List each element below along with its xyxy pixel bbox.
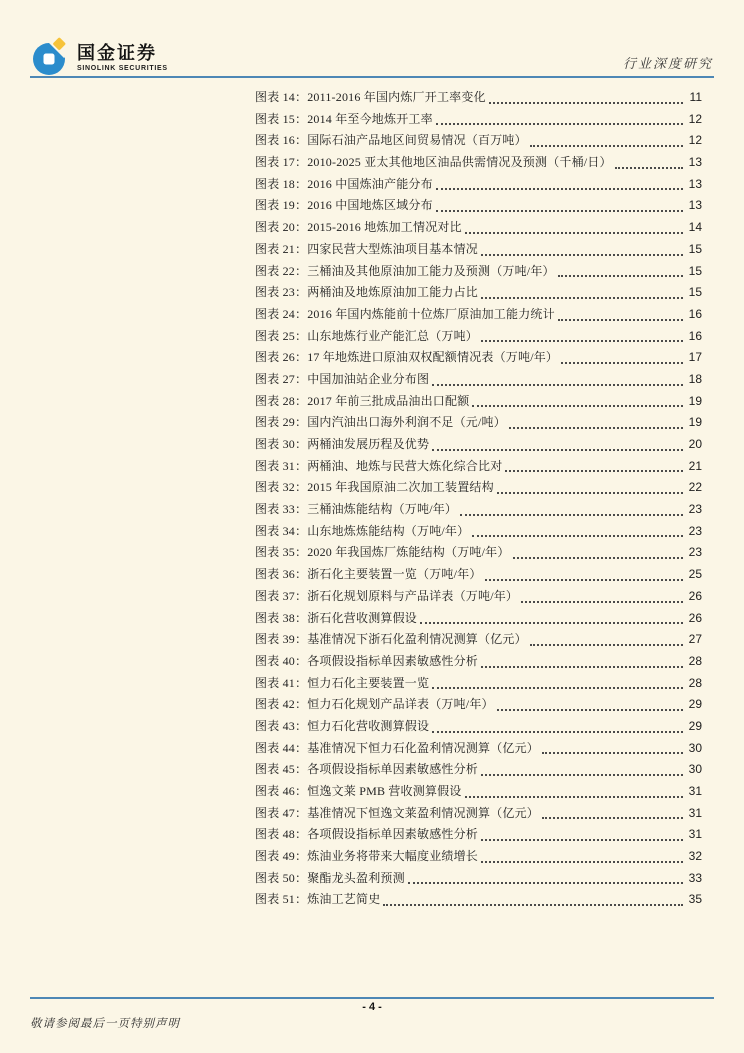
toc-leader-dots — [433, 109, 686, 131]
toc-entry-page: 12 — [688, 133, 702, 148]
toc-entry-page: 27 — [688, 632, 702, 647]
toc-entry-page: 13 — [688, 176, 702, 191]
toc-entry-label: 图表 24：2016 年国内炼能前十位炼厂原油加工能力统计 — [255, 306, 555, 321]
toc-entry-page: 25 — [688, 567, 702, 582]
toc-leader-dots — [462, 781, 686, 803]
toc-entry-page: 20 — [688, 437, 702, 451]
toc-leader-dots — [502, 456, 686, 478]
toc-entry-label: 图表 22：三桶油及其他原油加工能力及预测（万吨/年） — [255, 263, 555, 278]
toc-entry-label: 图表 51：炼油工艺简史 — [255, 892, 381, 907]
toc-leader-dots — [478, 239, 686, 261]
toc-leader-dots — [555, 304, 686, 326]
toc-entry-page: 23 — [688, 545, 702, 560]
toc-entry-page: 33 — [688, 870, 702, 885]
toc-entry-page: 12 — [688, 111, 702, 126]
toc-entry-page: 14 — [688, 220, 702, 235]
toc-entry-label: 图表 50：聚酯龙头盈利预测 — [255, 870, 405, 885]
toc-entry[interactable] — [255, 521, 702, 543]
toc-entry-page: 30 — [688, 762, 702, 777]
toc-entry[interactable] — [255, 846, 702, 868]
toc-entry[interactable] — [255, 694, 702, 716]
toc-entry[interactable] — [255, 130, 702, 152]
toc-entry[interactable] — [255, 586, 702, 608]
toc-entry[interactable] — [255, 304, 702, 326]
toc-entry-label: 图表 44：基准情况下恒力石化盈利情况测算（亿元） — [255, 740, 540, 755]
page-number: - 4 - — [362, 1001, 382, 1013]
brand-text — [77, 43, 168, 72]
toc-leader-dots — [527, 130, 686, 152]
toc-entry-label: 图表 34：山东地炼炼能结构（万吨/年） — [255, 523, 470, 538]
toc-leader-dots — [429, 434, 686, 456]
toc-entry[interactable] — [255, 434, 702, 456]
toc-entry[interactable] — [255, 868, 702, 890]
toc-entry-label: 图表 31：两桶油、地炼与民营大炼化综合比对 — [255, 458, 503, 473]
toc-entry[interactable] — [255, 217, 702, 239]
toc-entry[interactable] — [255, 152, 702, 174]
header-divider — [30, 76, 714, 78]
toc-entry[interactable] — [255, 803, 702, 825]
figure-toc-list — [255, 87, 702, 911]
toc-leader-dots — [462, 217, 686, 239]
toc-entry[interactable] — [255, 608, 702, 630]
toc-entry[interactable] — [255, 326, 702, 348]
toc-entry-page: 18 — [688, 371, 702, 386]
toc-entry[interactable] — [255, 239, 702, 261]
toc-entry-page: 32 — [688, 849, 702, 864]
toc-entry[interactable] — [255, 87, 702, 109]
toc-entry-page: 15 — [688, 241, 702, 256]
toc-entry[interactable] — [255, 499, 702, 521]
toc-leader-dots — [469, 521, 686, 543]
toc-leader-dots — [433, 174, 686, 196]
toc-leader-dots — [558, 347, 686, 369]
toc-leader-dots — [478, 326, 686, 348]
toc-entry-page: 15 — [688, 285, 702, 300]
toc-entry-page: 26 — [688, 610, 702, 625]
toc-entry-label: 图表 48：各项假设指标单因素敏感性分析 — [255, 827, 479, 842]
toc-leader-dots — [469, 391, 686, 413]
toc-leader-dots — [457, 499, 686, 521]
toc-entry-label: 图表 28：2017 年前三批成品油出口配额 — [255, 393, 470, 408]
toc-leader-dots — [429, 716, 686, 738]
toc-entry-page: 13 — [688, 198, 702, 213]
toc-leader-dots — [478, 759, 686, 781]
toc-entry-page: 22 — [688, 480, 702, 495]
toc-entry-label: 图表 27：中国加油站企业分布图 — [255, 371, 430, 386]
toc-entry[interactable] — [255, 651, 702, 673]
toc-entry[interactable] — [255, 369, 702, 391]
toc-entry-page: 31 — [688, 805, 702, 820]
toc-entry-label: 图表 39：基准情况下浙石化盈利情况测算（亿元） — [255, 632, 527, 647]
toc-leader-dots — [478, 651, 686, 673]
toc-entry-label: 图表 15：2014 年至今地炼开工率 — [255, 111, 433, 126]
toc-entry-label: 图表 17：2010-2025 亚太其他地区油品供需情况及预测（千桶/日） — [255, 155, 612, 170]
brand-logo — [30, 37, 168, 77]
toc-leader-dots — [429, 673, 686, 695]
brand-name-cn: 国金证券 — [77, 42, 157, 63]
toc-entry-page: 30 — [688, 740, 702, 755]
toc-leader-dots — [506, 412, 686, 434]
toc-entry-label: 图表 14：2011-2016 年国内炼厂开工率变化 — [255, 90, 486, 104]
toc-entry-page: 28 — [688, 653, 702, 668]
toc-entry-page: 35 — [688, 892, 702, 907]
toc-leader-dots — [612, 152, 686, 174]
toc-entry-page: 28 — [688, 675, 702, 690]
toc-entry-page: 31 — [688, 827, 702, 842]
toc-entry-label: 图表 42：恒力石化规划产品详表（万吨/年） — [255, 697, 494, 712]
toc-leader-dots — [510, 542, 686, 564]
toc-leader-dots — [527, 629, 686, 651]
toc-entry-page: 23 — [688, 502, 702, 517]
toc-entry[interactable] — [255, 412, 702, 434]
toc-entry-page: 23 — [688, 523, 702, 538]
toc-leader-dots — [478, 282, 686, 304]
toc-entry-page: 11 — [689, 90, 702, 104]
toc-entry-label: 图表 25：山东地炼行业产能汇总（万吨） — [255, 328, 479, 343]
toc-entry-page: 31 — [688, 784, 702, 798]
toc-leader-dots — [555, 261, 686, 283]
footer-disclaimer: 敬请参阅最后一页特别声明 — [30, 1018, 180, 1030]
toc-entry[interactable] — [255, 477, 702, 499]
toc-leader-dots — [518, 586, 686, 608]
toc-entry-page: 13 — [688, 155, 702, 170]
toc-entry-label: 图表 18：2016 中国炼油产能分布 — [255, 176, 433, 191]
toc-entry-label: 图表 36：浙石化主要装置一览（万吨/年） — [255, 567, 482, 582]
toc-entry[interactable] — [255, 824, 702, 846]
toc-entry-label: 图表 32：2015 年我国原油二次加工装置结构 — [255, 480, 494, 495]
toc-leader-dots — [478, 824, 686, 846]
toc-leader-dots — [417, 608, 686, 630]
toc-entry-label: 图表 33：三桶油炼能结构（万吨/年） — [255, 502, 458, 517]
toc-entry-page: 21 — [688, 458, 702, 473]
toc-entry-label: 图表 46：恒逸文莱 PMB 营收测算假设 — [255, 784, 462, 798]
toc-entry-label: 图表 19：2016 中国地炼区域分布 — [255, 198, 433, 213]
toc-entry-page: 19 — [688, 393, 702, 408]
toc-entry-page: 19 — [688, 415, 702, 430]
toc-entry-label: 图表 37：浙石化规划原料与产品详表（万吨/年） — [255, 588, 519, 603]
toc-entry[interactable] — [255, 391, 702, 413]
toc-entry[interactable] — [255, 456, 702, 478]
toc-entry-page: 29 — [688, 718, 702, 733]
report-type-label: 行业深度研究 — [622, 56, 713, 71]
toc-entry-label: 图表 35：2020 年我国炼厂炼能结构（万吨/年） — [255, 545, 510, 560]
toc-entry[interactable] — [255, 564, 702, 586]
toc-entry-label: 图表 41：恒力石化主要装置一览 — [255, 675, 430, 690]
toc-leader-dots — [433, 195, 686, 217]
toc-entry[interactable] — [255, 195, 702, 217]
toc-entry-label: 图表 29：国内汽油出口海外利润不足（元/吨） — [255, 415, 506, 430]
toc-entry-label: 图表 16：国际石油产品地区间贸易情况（百万吨） — [255, 133, 527, 148]
toc-leader-dots — [380, 889, 686, 911]
toc-entry-page: 29 — [688, 697, 702, 712]
toc-entry[interactable] — [255, 174, 702, 196]
toc-entry-label: 图表 40：各项假设指标单因素敏感性分析 — [255, 653, 479, 668]
footer-divider — [30, 997, 714, 999]
toc-entry-page: 26 — [688, 588, 702, 603]
toc-entry-label: 图表 20：2015-2016 地炼加工情况对比 — [255, 220, 462, 235]
toc-entry-label: 图表 26：17 年地炼进口原油双权配额情况表（万吨/年） — [255, 350, 559, 365]
toc-entry[interactable] — [255, 347, 702, 369]
toc-entry[interactable] — [255, 629, 702, 651]
sinolink-logo-icon — [30, 37, 70, 77]
toc-entry-page: 16 — [688, 306, 702, 321]
toc-entry[interactable] — [255, 738, 702, 760]
toc-entry-label: 图表 43：恒力石化营收测算假设 — [255, 718, 430, 733]
toc-entry-label: 图表 45：各项假设指标单因素敏感性分析 — [255, 762, 479, 777]
toc-leader-dots — [486, 87, 686, 109]
toc-entry[interactable] — [255, 542, 702, 564]
toc-leader-dots — [539, 803, 686, 825]
toc-entry[interactable] — [255, 759, 702, 781]
toc-entry-label: 图表 23：两桶油及地炼原油加工能力占比 — [255, 285, 479, 300]
toc-entry[interactable] — [255, 673, 702, 695]
toc-entry[interactable] — [255, 716, 702, 738]
toc-entry-label: 图表 49：炼油业务将带来大幅度业绩增长 — [255, 849, 479, 864]
toc-entry[interactable] — [255, 261, 702, 283]
toc-entry-label: 图表 21：四家民营大型炼油项目基本情况 — [255, 241, 479, 256]
toc-entry-label: 图表 30：两桶油发展历程及优势 — [255, 437, 430, 451]
toc-entry-page: 16 — [688, 328, 702, 343]
toc-leader-dots — [482, 564, 686, 586]
toc-leader-dots — [405, 868, 686, 890]
toc-leader-dots — [478, 846, 686, 868]
toc-leader-dots — [539, 738, 686, 760]
toc-leader-dots — [494, 694, 686, 716]
toc-leader-dots — [494, 477, 686, 499]
toc-entry[interactable] — [255, 109, 702, 131]
toc-entry-page: 15 — [688, 263, 702, 278]
toc-entry[interactable] — [255, 889, 702, 911]
toc-leader-dots — [429, 369, 686, 391]
toc-entry-page: 17 — [688, 350, 702, 365]
toc-entry-label: 图表 47：基准情况下恒逸文莱盈利情况测算（亿元） — [255, 805, 540, 820]
toc-entry-label: 图表 38：浙石化营收测算假设 — [255, 610, 418, 625]
brand-name-en: SINOLINK SECURITIES — [77, 64, 168, 72]
toc-entry[interactable] — [255, 282, 702, 304]
toc-entry[interactable] — [255, 781, 702, 803]
